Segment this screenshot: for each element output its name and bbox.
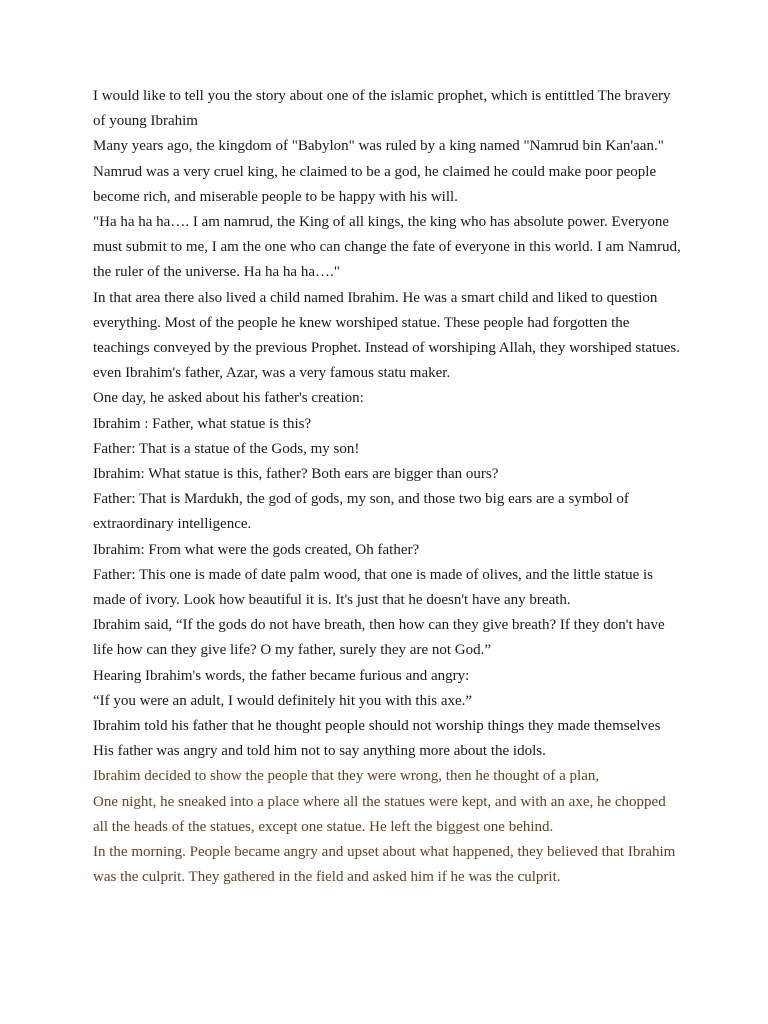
paragraph-father-angry: Hearing Ibrahim's words, the father became furious and angry: [93,667,470,684]
paragraph-axe-threat: “If you were an adult, I would definitely hit you with this axe.” [93,692,473,709]
paragraph-namrud-speech: "Ha ha ha ha…. I am namrud, the King of all kings, the king who has absolute power. Everyone must submit to me, I am the one who can change the fate of everyone in this world. I am Namrud, the ruler of the universe. Ha ha ha ha…." [93,214,681,281]
paragraph-worship: Ibrahim told his father that he thought people should not worship things they made themselves [93,718,661,735]
paragraph-kingdom: Many years ago, the kingdom of "Babylon" was ruled by a king named "Namrud bin Kan'aan." [93,138,664,155]
dialogue-line: Father: That is Mardukh, the god of gods, my son, and those two big ears are a symbol of extraordinary intelligence. [93,491,629,533]
dialogue-line: Ibrahim: What statue is this, father? Both ears are bigger than ours? [93,466,499,483]
document-body [93,84,683,891]
dialogue-line: Ibrahim : Father, what statue is this? [93,415,312,432]
paragraph-plan: Ibrahim decided to show the people that they were wrong, then he thought of a plan, [93,768,600,785]
dialogue-line: Ibrahim: From what were the gods created, Oh father? [93,541,420,558]
dialogue-line: Father: That is a statue of the Gods, my son! [93,440,360,457]
paragraph-idols: His father was angry and told him not to say anything more about the idols. [93,743,546,760]
paragraph-intro: I would like to tell you the story about one of the islamic prophet, which is entittled The bravery of young Ibrahim [93,88,671,130]
paragraph-cruel-king: Namrud was a very cruel king, he claimed to be a god, he claimed he could make poor people become rich, and miserable people to be happy with his will. [93,163,657,205]
paragraph-morning: In the morning. People became angry and upset about what happened, they believed that Ibrahim was the culprit. They gathered in the field and asked him if he was the culprit. [93,844,676,886]
dialogue-line: Ibrahim said, “If the gods do not have breath, then how can they give breath? If they don't have life how can they give life? O my father, surely they are not God.” [93,617,665,659]
paragraph-one-day: One day, he asked about his father's creation: [93,390,364,407]
dialogue-line: Father: This one is made of date palm wood, that one is made of olives, and the little statue is made of ivory. Look how beautiful it is. It's just that he doesn't have any breath. [93,566,654,609]
paragraph-one-night: One night, he sneaked into a place where all the statues were kept, and with an axe, he chopped all the heads of the statues, except one statue. He left the biggest one behind. [93,793,666,835]
paragraph-ibrahim-intro: In that area there also lived a child named Ibrahim. He was a smart child and liked to question everything. Most of the people he knew worshiped statue. These people had forgotten the teachings conveyed by the previous Prophet. Instead of worshiping Allah, they worshiped statues. even Ibrahim's father, Azar, was a very famous statu maker. [93,289,680,382]
